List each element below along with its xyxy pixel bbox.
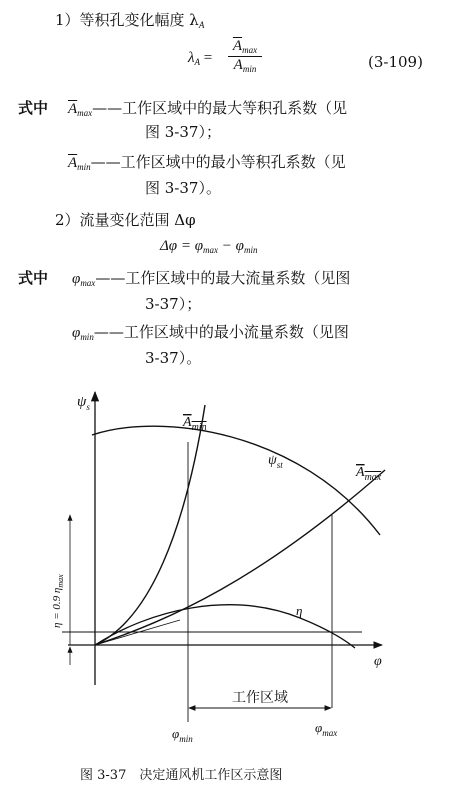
section2-title: 2）流量变化范围 Δφ [55,211,196,229]
section1-title-sub: A [198,20,205,30]
curve-a-max-label: $A_{max}$ [356,465,382,483]
where2-item2-text-a: 工作区域中的最小流量系数（见图 [123,323,349,341]
eq-num-symbol: $\overline{A}$ [232,38,243,54]
where2-item2-cont: 3-37）。 [145,349,202,367]
curve-eta [95,605,355,648]
equation-number: (3-109) [368,53,423,71]
eq2-mid: − φ [218,238,244,254]
where1-item2 [68,152,346,177]
where2-label: 式中 [18,269,49,287]
equation-fraction [228,38,262,74]
eq2-sub2: min [243,245,258,255]
where2-item1-sub: max [80,278,96,288]
where2-item2-sym: φ [72,325,81,341]
where2-item1-sym: φ [72,271,81,287]
eq-num-sub: max [242,45,258,55]
eq-den-sub: min [242,64,257,74]
eq2-sub1: max [203,245,219,255]
curve-eta-label: η [296,603,303,618]
where2-item1-text-a: 工作区域中的最大流量系数（见图 [125,269,351,287]
where2-item1-cont: 3-37）； [145,295,202,313]
where1-item2-sub: min [77,162,91,172]
where1-item1-cont: 图 3-37）； [145,123,221,141]
equation-lhs [188,50,212,67]
x-axis-label: φ [374,654,382,669]
eq-lambda-sub: A [194,57,200,67]
where1-item2-sym: $\overline{A}$ [68,155,78,171]
curve-a-min-label: $A_{min}$ [183,415,207,433]
where1-item2-dash: —— [90,153,121,171]
where1-label: 式中 [18,99,49,117]
where1-item2-cont: 图 3-37）。 [145,179,221,197]
curve-psi-st-label: $\psi_{st}$ [268,453,283,470]
figure-3-37 [0,380,466,804]
where1-item1-sym: $\overline{A}$ [68,101,78,117]
phi-max-label: $\varphi_{max}$ [315,720,338,738]
where2-item2-dash: —— [93,323,124,341]
where2-item1 [72,268,350,293]
section1-title-text: 1）等积孔变化幅度 λ [55,11,199,29]
phi-min-label: $\varphi_{min}$ [172,726,193,744]
eq-den-symbol: $\overline{A}$ [233,57,243,73]
work-zone-label: 工作区域 [232,690,288,706]
where1-item1-text-a: 工作区域中的最大等积孔系数（见 [122,99,348,117]
curve-psi-st [92,426,380,535]
eq-numerator [228,38,262,57]
equation-delta-phi [160,238,257,255]
y-axis-label: $\psi_s$ [77,394,90,412]
where2-item2 [72,322,349,347]
curve-a-max [95,470,385,645]
where2-item2-sub: min [80,332,94,342]
eq-lambda: λ [188,50,195,66]
where1-item1-dash: —— [92,99,123,117]
eq-equals: = [203,50,213,66]
eq2-left: Δφ = φ [160,238,204,254]
where1-item2-text-a: 工作区域中的最小等积孔系数（见 [120,153,346,171]
figure-caption: 图 3-37 决定通风机工作区示意图 [80,768,283,783]
eq-denominator [228,57,262,74]
where1-item1 [68,98,347,123]
where1-item1-sub: max [77,108,93,118]
where2-item1-dash: —— [95,269,126,287]
section1-title [55,10,204,35]
eta-reference-label: η = 0.9 $\eta_{max}$ [51,574,65,628]
